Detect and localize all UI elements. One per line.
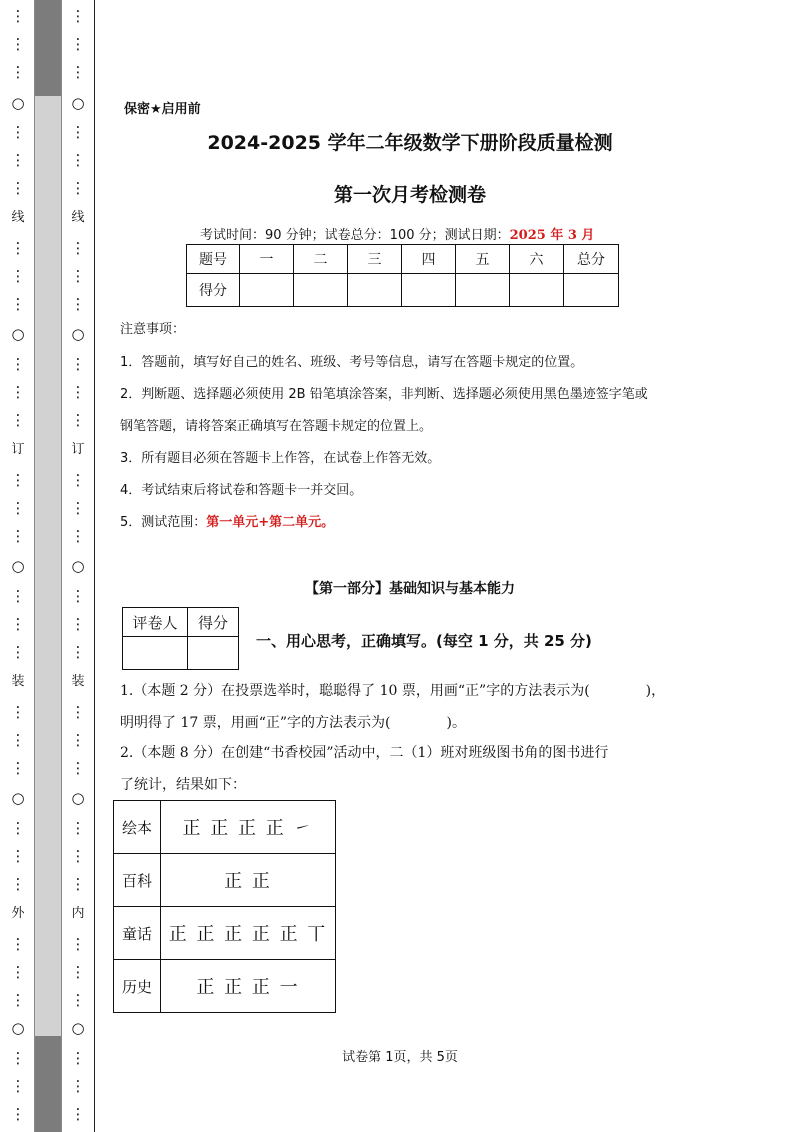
score-header-cell: 三: [348, 245, 402, 274]
exam-subtitle: 第一次月考检测卷: [333, 184, 486, 206]
note-item: 4．考试结束后将试卷和答题卡一并交回。: [120, 483, 363, 498]
tally-category: 绘本: [114, 801, 161, 854]
binding-circle: ○: [11, 789, 25, 807]
score-header-cell: 四: [402, 245, 456, 274]
binding-circle: ○: [71, 94, 85, 112]
binding-circle: ○: [11, 325, 25, 343]
inner-binding-column: ⋮ ⋮ ⋮ ○ ⋮ ⋮ ⋮ 线 ⋮ ⋮ ⋮ ○ ⋮ ⋮ ⋮ 订 ⋮ ⋮ ⋮ ○ ⋮ ⋮ ⋮ 装 ⋮ ⋮ ⋮ ○ ⋮ ⋮ ⋮ 内 ⋮ ⋮ ⋮ ○ ⋮ ⋮ ⋮: [68, 0, 88, 1132]
score-header-cell: 一: [240, 245, 294, 274]
binding-circle: ○: [71, 325, 85, 343]
tally-category: 童话: [114, 907, 161, 960]
tally-marks: 正 正 正 正 ㇀: [161, 801, 336, 854]
note-scope-value: 第一单元+第二单元。: [206, 515, 335, 530]
score-header-cell: 二: [294, 245, 348, 274]
score-input-cell[interactable]: [402, 274, 456, 307]
score-row-label: 得分: [187, 274, 240, 307]
binding-circle: ○: [11, 1019, 25, 1037]
exam-title: 2024-2025 学年二年级数学下册阶段质量检测: [207, 132, 613, 154]
table-row: [114, 960, 336, 1013]
score-input-cell[interactable]: [510, 274, 564, 307]
grader-name-cell[interactable]: [123, 637, 188, 670]
part-title: 【第一部分】基础知识与基本能力: [305, 581, 515, 597]
binding-circle: ○: [11, 557, 25, 575]
binding-label-line: 线: [11, 210, 25, 225]
question-2-line-2: 了统计，结果如下：: [120, 777, 246, 793]
tally-marks: 正 正 正 正 正 丅: [161, 907, 336, 960]
tally-marks: 正 正: [161, 854, 336, 907]
binding-label-staple: 装: [71, 674, 85, 689]
note-item: 钢笔答题，请将答案正确填写在答题卡规定的位置上。: [120, 419, 433, 434]
score-input-cell[interactable]: [294, 274, 348, 307]
note-scope-prefix: 5．测试范围：: [120, 515, 207, 530]
score-header-cell: 题号: [187, 245, 240, 274]
score-input-cell[interactable]: [240, 274, 294, 307]
confidential-label: 保密★启用前: [124, 102, 201, 117]
score-header-cell: 总分: [564, 245, 619, 274]
grader-table: [122, 607, 239, 670]
binding-circle: ○: [71, 1019, 85, 1037]
binding-label-outer: 外: [11, 906, 25, 921]
exam-date: 2025 年 3 月: [509, 228, 595, 243]
grader-score-label: 得分: [188, 608, 239, 637]
notes-heading: 注意事项：: [120, 322, 186, 337]
tally-category: 历史: [114, 960, 161, 1013]
binding-label-line: 线: [71, 210, 85, 225]
binding-strip: [34, 0, 62, 1132]
score-input-cell[interactable]: [348, 274, 402, 307]
table-row: [114, 907, 336, 960]
binding-label-bind: 订: [71, 442, 85, 457]
binding-circle: ○: [71, 557, 85, 575]
score-table: [186, 244, 619, 307]
exam-info: [200, 224, 594, 243]
section-title: 一、用心思考，正确填写。(每空 1 分，共 25 分): [256, 632, 592, 650]
score-input-cell[interactable]: [564, 274, 619, 307]
question-1-line-2: 明明得了 17 票，用画“正”字的方法表示为( )。: [120, 715, 466, 731]
margin-rule: [94, 0, 95, 1132]
score-table-header-row: [187, 245, 619, 274]
score-header-cell: 六: [510, 245, 564, 274]
question-1-line-1: 1.（本题 2 分）在投票选举时，聪聪得了 10 票，用画“正”字的方法表示为( )，: [120, 683, 666, 699]
grader-label: 评卷人: [123, 608, 188, 637]
note-item: 3．所有题目必须在答题卡上作答，在试卷上作答无效。: [120, 451, 441, 466]
binding-label-inner: 内: [71, 906, 85, 921]
binding-label-bind: 订: [11, 442, 25, 457]
grader-score-cell[interactable]: [188, 637, 239, 670]
question-2-line-1: 2.（本题 8 分）在创建“书香校园”活动中，二（1）班对班级图书角的图书进行: [120, 745, 609, 761]
tally-marks: 正 正 正 一: [161, 960, 336, 1013]
exam-info-text: 考试时间：90 分钟；试卷总分：100 分；测试日期：: [200, 228, 510, 243]
table-row: [114, 801, 336, 854]
note-item: 1．答题前，填写好自己的姓名、班级、考号等信息，请写在答题卡规定的位置。: [120, 355, 584, 370]
score-table-score-row: [187, 274, 619, 307]
outer-binding-column: ⋮ ⋮ ⋮ ○ ⋮ ⋮ ⋮ 线 ⋮ ⋮ ⋮ ○ ⋮ ⋮ ⋮ 订 ⋮ ⋮ ⋮ ○ ⋮ ⋮ ⋮ 装 ⋮ ⋮ ⋮ ○ ⋮ ⋮ ⋮ 外 ⋮ ⋮ ⋮ ○ ⋮ ⋮ ⋮: [8, 0, 28, 1132]
page-footer: 试卷第 1页，共 5页: [342, 1050, 458, 1065]
table-row: [114, 854, 336, 907]
tally-category: 百科: [114, 854, 161, 907]
note-item: [120, 511, 334, 530]
tally-table: [113, 800, 336, 1013]
binding-circle: ○: [11, 94, 25, 112]
score-input-cell[interactable]: [456, 274, 510, 307]
note-item: 2．判断题、选择题必须使用 2B 铅笔填涂答案，非判断、选择题必须使用黑色墨迹签字笔或: [120, 387, 648, 402]
score-header-cell: 五: [456, 245, 510, 274]
binding-circle: ○: [71, 789, 85, 807]
binding-label-staple: 装: [11, 674, 25, 689]
